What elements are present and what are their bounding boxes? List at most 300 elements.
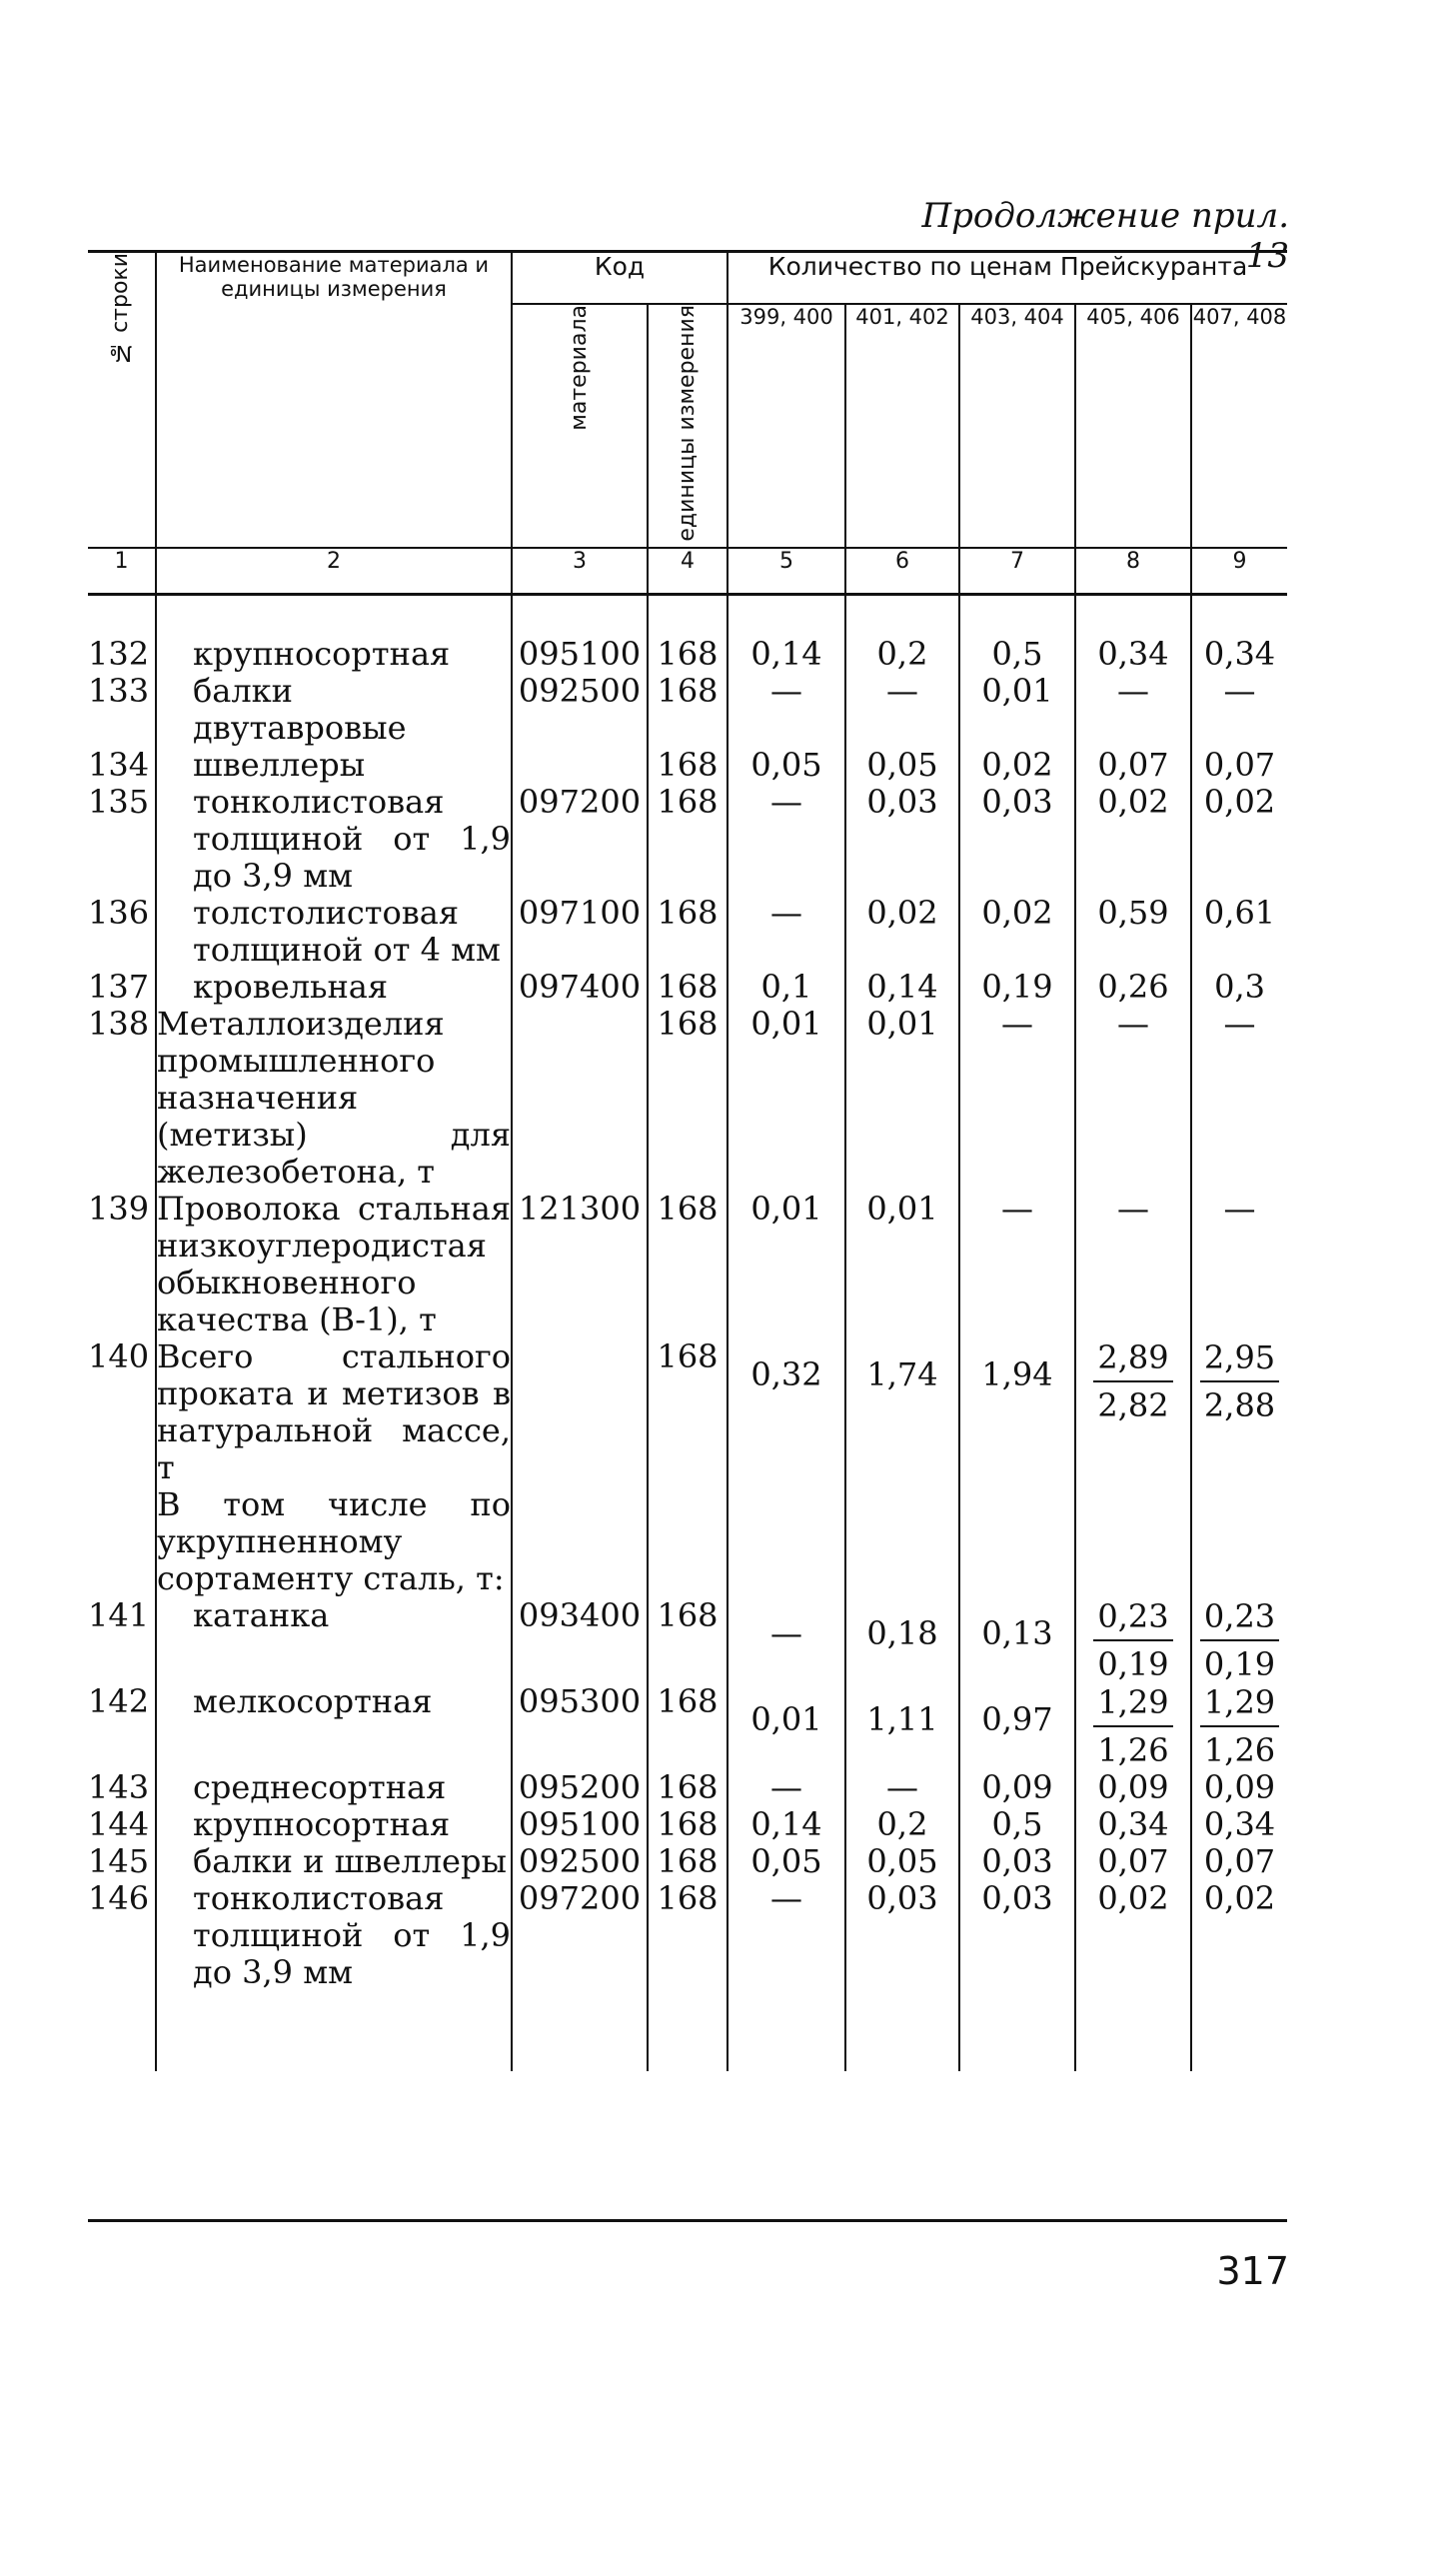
row-number: 137 (88, 967, 150, 1006)
quantity-value: 0,07 (1203, 745, 1276, 784)
material-code: 097200 (512, 1880, 648, 1991)
materials-table (88, 250, 1287, 2071)
spacer-cell (156, 594, 512, 636)
table-row (88, 969, 1287, 1006)
material-name (156, 1843, 512, 1880)
table-row (88, 895, 1287, 969)
unit-code (648, 1486, 728, 1597)
header-code: Код (512, 252, 728, 305)
page-number: 317 (1216, 2249, 1289, 2293)
quantity-value: 0,03 (866, 1878, 938, 1917)
quantity-cell (1191, 969, 1287, 1006)
quantity-cell (728, 1338, 845, 1486)
quantity-cell (728, 1486, 845, 1597)
material-code: 097400 (512, 969, 648, 1006)
quantity-cell (728, 1806, 845, 1843)
spacer-cell (88, 594, 156, 636)
quantity-cell (1075, 1769, 1191, 1806)
quantity-fraction (1200, 1597, 1279, 1683)
quantity-value: 0,05 (866, 1841, 938, 1880)
row-number: 136 (88, 893, 150, 932)
row-number: 134 (88, 745, 150, 784)
material-name (156, 1191, 512, 1338)
material-name (156, 1486, 512, 1597)
quantity-cell (728, 1006, 845, 1191)
quantity-value: 0,5 (991, 634, 1043, 673)
quantity-value: 0,05 (750, 745, 822, 784)
quantity-cell (728, 969, 845, 1006)
row-number: 132 (88, 634, 150, 673)
column-number: 2 (156, 548, 512, 595)
quantity-cell (1075, 969, 1191, 1006)
quantity-value: 0,05 (750, 1841, 822, 1880)
bottom-rule (88, 2219, 1287, 2222)
row-number: 144 (88, 1804, 150, 1843)
table-row (88, 784, 1287, 895)
spacer-cell (1191, 1991, 1287, 2071)
material-name (156, 636, 512, 673)
quantity-fraction (1093, 1597, 1172, 1683)
quantity-value: 0,02 (1203, 1878, 1276, 1917)
quantity-value: — (770, 1878, 802, 1917)
spacer-row (88, 594, 1287, 636)
quantity-cell (1191, 1880, 1287, 1991)
quantity-cell (845, 1006, 959, 1191)
spacer-cell (512, 594, 648, 636)
column-number: 7 (959, 548, 1075, 595)
row-number: 143 (88, 1767, 150, 1806)
quantity-value: 0,13 (981, 1613, 1053, 1652)
material-name (156, 1597, 512, 1683)
quantity-value: — (1117, 1004, 1149, 1043)
material-name (156, 969, 512, 1006)
unit-code: 168 (648, 1191, 728, 1338)
quantity-value: 0,3 (1214, 967, 1265, 1006)
quantity-cell (959, 1597, 1075, 1683)
table-row (88, 1806, 1287, 1843)
fraction-denominator: 0,19 (1097, 1644, 1169, 1683)
header-qty-col: 407, 408 (1191, 304, 1287, 548)
quantity-cell (1075, 1597, 1191, 1683)
quantity-cell (1191, 1597, 1287, 1683)
quantity-value: 0,19 (981, 967, 1053, 1006)
unit-code: 168 (648, 1597, 728, 1683)
table-body (88, 594, 1287, 2071)
quantity-value: 0,03 (981, 782, 1053, 821)
quantity-value: 1,74 (866, 1354, 938, 1393)
fraction-numerator: 1,29 (1200, 1683, 1279, 1727)
row-number: 140 (88, 1336, 150, 1375)
quantity-value: 0,01 (750, 1004, 822, 1043)
spacer-cell (728, 594, 845, 636)
unit-code: 168 (648, 1843, 728, 1880)
column-number: 6 (845, 548, 959, 595)
table-row (88, 1006, 1287, 1191)
quantity-value: 0,1 (760, 967, 812, 1006)
table-row (88, 1191, 1287, 1338)
fraction-denominator: 1,26 (1203, 1730, 1276, 1769)
quantity-cell (845, 747, 959, 784)
quantity-cell (1075, 895, 1191, 969)
quantity-value: 0,14 (750, 1804, 822, 1843)
quantity-cell (845, 673, 959, 747)
material-name (156, 1806, 512, 1843)
quantity-cell (959, 1880, 1075, 1991)
quantity-cell (1191, 747, 1287, 784)
quantity-value: 0,01 (750, 1699, 822, 1738)
quantity-cell (728, 784, 845, 895)
material-code: 097100 (512, 895, 648, 969)
quantity-value: 0,01 (750, 1189, 822, 1228)
quantity-value: 0,34 (1203, 634, 1276, 673)
quantity-value: — (1223, 1189, 1256, 1228)
quantity-cell (1191, 784, 1287, 895)
table-row (88, 1338, 1287, 1486)
row-number: 138 (88, 1004, 150, 1043)
quantity-cell (1075, 1486, 1191, 1597)
spacer-cell (1191, 594, 1287, 636)
quantity-value: 0,09 (1097, 1767, 1169, 1806)
quantity-value: 0,09 (981, 1767, 1053, 1806)
quantity-cell (1075, 1843, 1191, 1880)
header-qty-col: 401, 402 (845, 304, 959, 548)
spacer-cell (728, 1991, 845, 2071)
material-name (156, 1338, 512, 1486)
quantity-cell (959, 1191, 1075, 1338)
quantity-value: 0,07 (1097, 745, 1169, 784)
quantity-cell (845, 1806, 959, 1843)
fraction-denominator: 2,82 (1097, 1385, 1169, 1424)
header-quantity: Количество по ценам Прейскуранта (728, 252, 1287, 305)
quantity-value: 0,02 (981, 893, 1053, 932)
table-row (88, 1486, 1287, 1597)
spacer-cell (88, 1991, 156, 2071)
quantity-value: — (770, 893, 802, 932)
quantity-cell (1075, 1006, 1191, 1191)
quantity-cell (728, 1191, 845, 1338)
quantity-cell (1075, 1880, 1191, 1991)
header-code-unit: единицы измерения (648, 304, 728, 548)
material-name (156, 1683, 512, 1769)
fraction-denominator: 2,88 (1203, 1385, 1276, 1424)
quantity-cell (959, 747, 1075, 784)
quantity-cell (728, 895, 845, 969)
material-name-text: балки и швеллеры (193, 1841, 507, 1880)
spacer-cell (845, 594, 959, 636)
unit-code: 168 (648, 1683, 728, 1769)
material-name-text: мелкосортная (193, 1681, 433, 1720)
quantity-cell (845, 1486, 959, 1597)
fraction-numerator: 0,23 (1093, 1597, 1172, 1641)
unit-code: 168 (648, 636, 728, 673)
unit-code: 168 (648, 784, 728, 895)
quantity-value: — (770, 671, 802, 710)
material-name-text: балки двутавровые (193, 671, 407, 747)
column-number: 5 (728, 548, 845, 595)
quantity-value: 0,34 (1097, 634, 1169, 673)
material-name-text: кровельная (193, 967, 389, 1006)
quantity-value: 0,07 (1203, 1841, 1276, 1880)
row-number (88, 1486, 156, 1597)
table-header (88, 252, 1287, 595)
fraction-numerator: 2,95 (1200, 1338, 1279, 1382)
fraction-denominator: 0,19 (1203, 1644, 1276, 1683)
table-row (88, 1843, 1287, 1880)
quantity-cell (1075, 784, 1191, 895)
column-number: 1 (88, 548, 156, 595)
quantity-value: — (886, 1767, 918, 1806)
material-name (156, 1880, 512, 1991)
continuation-title: Продолжение прил. 13 (921, 196, 1289, 276)
quantity-cell (959, 673, 1075, 747)
column-number: 9 (1191, 548, 1287, 595)
spacer-cell (156, 1991, 512, 2071)
unit-code: 168 (648, 1338, 728, 1486)
quantity-value: 0,97 (981, 1699, 1053, 1738)
quantity-value: — (1223, 671, 1256, 710)
quantity-value: 0,02 (1097, 1878, 1169, 1917)
table-row (88, 673, 1287, 747)
quantity-cell (728, 636, 845, 673)
quantity-cell (845, 895, 959, 969)
fraction-numerator: 1,29 (1093, 1683, 1172, 1727)
spacer-cell (959, 594, 1075, 636)
header-row-no: № строки (88, 252, 156, 548)
quantity-value: 0,2 (876, 1804, 928, 1843)
material-name (156, 673, 512, 747)
row-number: 135 (88, 782, 150, 821)
material-name-text: крупносортная (193, 1804, 451, 1843)
quantity-cell (728, 1769, 845, 1806)
spacer-cell (512, 1991, 648, 2071)
quantity-cell (1191, 1769, 1287, 1806)
unit-code: 168 (648, 969, 728, 1006)
quantity-value: — (770, 1613, 802, 1652)
unit-code: 168 (648, 1769, 728, 1806)
quantity-cell (959, 784, 1075, 895)
quantity-value: 0,01 (866, 1004, 938, 1043)
unit-code: 168 (648, 1006, 728, 1191)
spacer-cell (648, 594, 728, 636)
quantity-value: 0,61 (1203, 893, 1276, 932)
table-row (88, 747, 1287, 784)
material-name-text: катанка (193, 1595, 330, 1634)
material-code: 095200 (512, 1769, 648, 1806)
unit-code: 168 (648, 673, 728, 747)
row-number: 142 (88, 1681, 150, 1720)
table-row (88, 1683, 1287, 1769)
quantity-cell (959, 1338, 1075, 1486)
quantity-value: — (886, 671, 918, 710)
quantity-fraction (1093, 1683, 1172, 1769)
quantity-cell (959, 1843, 1075, 1880)
material-code (512, 747, 648, 784)
material-code: 121300 (512, 1191, 648, 1338)
material-code: 092500 (512, 1843, 648, 1880)
quantity-cell (845, 1597, 959, 1683)
quantity-value: — (770, 782, 802, 821)
quantity-value: 0,34 (1097, 1804, 1169, 1843)
quantity-cell (728, 1843, 845, 1880)
column-number: 8 (1075, 548, 1191, 595)
quantity-value: 0,01 (981, 671, 1053, 710)
quantity-cell (959, 1769, 1075, 1806)
quantity-value: — (770, 1767, 802, 1806)
quantity-cell (1191, 1806, 1287, 1843)
table-row (88, 1880, 1287, 1991)
quantity-cell (1191, 1486, 1287, 1597)
quantity-cell (1191, 1683, 1287, 1769)
quantity-value: — (1001, 1189, 1033, 1228)
quantity-value: 1,94 (981, 1354, 1053, 1393)
quantity-fraction (1200, 1683, 1279, 1769)
quantity-value: — (1117, 1189, 1149, 1228)
material-code: 097200 (512, 784, 648, 895)
quantity-value: 0,03 (866, 782, 938, 821)
table-row (88, 636, 1287, 673)
quantity-value: 0,26 (1097, 967, 1169, 1006)
quantity-value: — (1117, 671, 1149, 710)
quantity-value: 0,05 (866, 745, 938, 784)
quantity-value: 0,18 (866, 1613, 938, 1652)
quantity-cell (845, 784, 959, 895)
fraction-numerator: 2,89 (1093, 1338, 1172, 1382)
row-number: 146 (88, 1878, 150, 1917)
quantity-fraction (1200, 1338, 1279, 1424)
material-name (156, 784, 512, 895)
quantity-cell (1191, 1006, 1287, 1191)
quantity-cell (728, 1880, 845, 1991)
row-number: 141 (88, 1595, 150, 1634)
material-name (156, 895, 512, 969)
quantity-cell (959, 1806, 1075, 1843)
quantity-cell (1191, 636, 1287, 673)
header-qty-col: 403, 404 (959, 304, 1075, 548)
column-numbers-row (88, 548, 1287, 595)
quantity-cell (845, 1880, 959, 1991)
unit-code: 168 (648, 1806, 728, 1843)
material-code: 095100 (512, 1806, 648, 1843)
material-code (512, 1338, 648, 1486)
table-row (88, 1597, 1287, 1683)
quantity-value: 0,09 (1203, 1767, 1276, 1806)
quantity-cell (845, 1338, 959, 1486)
quantity-cell (1075, 1191, 1191, 1338)
quantity-cell (1075, 1806, 1191, 1843)
quantity-cell (845, 636, 959, 673)
quantity-cell (959, 969, 1075, 1006)
material-name-text: Металлоизделия промышленного назначения (метизы) для железобетона, т (157, 1004, 511, 1191)
spacer-cell (648, 1991, 728, 2071)
quantity-value: 0,59 (1097, 893, 1169, 932)
column-number: 3 (512, 548, 648, 595)
fraction-numerator: 0,23 (1200, 1597, 1279, 1641)
quantity-cell (845, 1683, 959, 1769)
material-name-text: Всего стального проката и метизов в натуральной массе, т (157, 1336, 511, 1486)
quantity-cell (1191, 1338, 1287, 1486)
column-number: 4 (648, 548, 728, 595)
quantity-value: — (1001, 1004, 1033, 1043)
quantity-value: 0,03 (981, 1878, 1053, 1917)
quantity-cell (728, 747, 845, 784)
quantity-cell (959, 1683, 1075, 1769)
quantity-fraction (1093, 1338, 1172, 1424)
quantity-value: 0,34 (1203, 1804, 1276, 1843)
spacer-cell (959, 1991, 1075, 2071)
quantity-value: 0,2 (876, 634, 928, 673)
quantity-value: 0,14 (866, 967, 938, 1006)
material-name-text: Проволока стальная низкоуглеродистая обыкновенного качества (В-1), т (157, 1189, 511, 1338)
material-name (156, 747, 512, 784)
material-name-text: тонколистовая толщиной от 1,9 до 3,9 мм (193, 1878, 511, 1991)
material-name (156, 1769, 512, 1806)
unit-code: 168 (648, 1880, 728, 1991)
material-name-text: швеллеры (193, 745, 366, 784)
quantity-cell (1191, 673, 1287, 747)
quantity-cell (845, 969, 959, 1006)
header-name: Наименование материала и единицы измерения (156, 252, 512, 548)
header-code-material: материала (512, 304, 648, 548)
quantity-cell (1191, 1191, 1287, 1338)
spacer-row (88, 1991, 1287, 2071)
unit-code: 168 (648, 895, 728, 969)
material-code (512, 1006, 648, 1191)
header-qty-col: 405, 406 (1075, 304, 1191, 548)
material-code: 092500 (512, 673, 648, 747)
quantity-value: 0,02 (1097, 782, 1169, 821)
material-code: 095100 (512, 636, 648, 673)
quantity-cell (1191, 895, 1287, 969)
quantity-value: 0,07 (1097, 1841, 1169, 1880)
material-code (512, 1486, 648, 1597)
material-code: 095300 (512, 1683, 648, 1769)
material-name-text: толстолистовая толщиной от 4 мм (193, 893, 501, 969)
quantity-value: 0,5 (991, 1804, 1043, 1843)
quantity-value: 0,02 (1203, 782, 1276, 821)
spacer-cell (1075, 1991, 1191, 2071)
quantity-cell (1075, 636, 1191, 673)
quantity-cell (959, 895, 1075, 969)
quantity-cell (1191, 1843, 1287, 1880)
row-number: 133 (88, 671, 150, 710)
quantity-value: 0,14 (750, 634, 822, 673)
material-name-text: тонколистовая толщиной от 1,9 до 3,9 мм (193, 782, 511, 895)
quantity-cell (728, 1597, 845, 1683)
table-row (88, 1769, 1287, 1806)
quantity-cell (1075, 673, 1191, 747)
quantity-cell (845, 1191, 959, 1338)
fraction-denominator: 1,26 (1097, 1730, 1169, 1769)
header-qty-col: 399, 400 (728, 304, 845, 548)
row-number: 145 (88, 1841, 150, 1880)
quantity-value: 0,01 (866, 1189, 938, 1228)
quantity-cell (845, 1843, 959, 1880)
material-name (156, 1006, 512, 1191)
material-name-text: В том числе по укрупненному сортаменту сталь, т: (157, 1484, 511, 1597)
quantity-value: 0,32 (750, 1354, 822, 1393)
quantity-cell (1075, 1338, 1191, 1486)
quantity-cell (728, 1683, 845, 1769)
quantity-cell (1075, 1683, 1191, 1769)
quantity-cell (845, 1769, 959, 1806)
material-name-text: среднесортная (193, 1767, 447, 1806)
quantity-cell (959, 1486, 1075, 1597)
unit-code: 168 (648, 747, 728, 784)
spacer-cell (845, 1991, 959, 2071)
material-name-text: крупносортная (193, 634, 451, 673)
material-code: 093400 (512, 1597, 648, 1683)
row-number: 139 (88, 1189, 150, 1228)
